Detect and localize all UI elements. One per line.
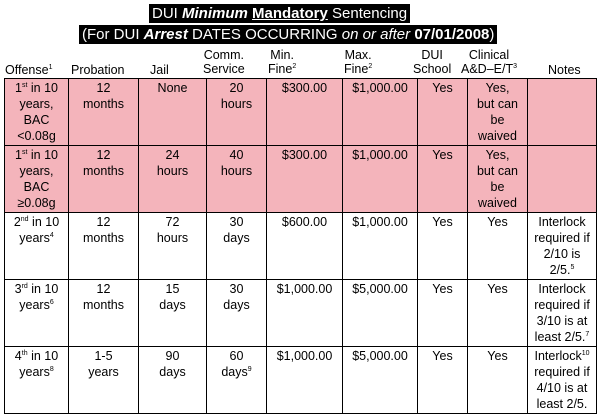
max-fine-cell: $1,000.00 [343, 79, 418, 146]
offense-cell: 2nd in 10 years$^4$ [5, 213, 69, 280]
max-fine-cell: $5,000.00 [343, 347, 418, 414]
jail-cell: 24 hours [139, 146, 207, 213]
header-notes: Notes [548, 63, 581, 77]
header-clinical: Clinical $A\&D-E/T^3$ [461, 48, 518, 76]
offense-cell: 4th in 10 years$^8$ [5, 347, 69, 414]
offense-cell: 1st in 10 years, BAC ≥0.08g [5, 146, 69, 213]
notes-cell: Interlock required if 3/10 is at least 2/5.$^7$ [528, 280, 597, 347]
min-fine-cell: $1,000.00 [267, 280, 343, 347]
jail-cell: 15 days [139, 280, 207, 347]
min-fine-cell: $1,000.00 [267, 347, 343, 414]
header-probation: Probation [71, 63, 125, 77]
probation-cell: 12 months [69, 213, 139, 280]
header-max-fine: Max. Fine$^2$ [344, 48, 373, 76]
header-jail: Jail [150, 63, 169, 77]
notes-cell [528, 146, 597, 213]
title-line-1: DUI Minimum Mandatory Sentencing [149, 4, 410, 23]
max-fine-cell: $5,000.00 [343, 280, 418, 347]
probation-cell: 12 months [69, 280, 139, 347]
table-row [5, 146, 597, 213]
header-comm-service: Comm. Service [203, 48, 245, 76]
min-fine-cell: $300.00 [267, 146, 343, 213]
probation-cell: 12 months [69, 79, 139, 146]
title-line-2: (For DUI Arrest DATES OCCURRING on or after 07/01/2008) [79, 25, 497, 44]
table-row [5, 79, 597, 146]
clinical-cell: Yes [468, 280, 528, 347]
probation-cell: 1-5 years [69, 347, 139, 414]
jail-cell: 72 hours [139, 213, 207, 280]
comm-service-cell: 30 days [207, 280, 267, 347]
header-offense: Offense$^1$ [5, 63, 53, 77]
dui-school-cell: Yes [418, 146, 468, 213]
clinical-cell: Yes, but can be waived [468, 146, 528, 213]
clinical-cell: Yes [468, 347, 528, 414]
offense-cell: 1st in 10 years, BAC <0.08g [5, 79, 69, 146]
offense-cell: 3rd in 10 years$^6$ [5, 280, 69, 347]
jail-cell: 90 days [139, 347, 207, 414]
table-row [5, 280, 597, 347]
notes-cell: Interlock required if 2/10 is 2/5.$^5$ [528, 213, 597, 280]
dui-school-cell: Yes [418, 79, 468, 146]
dui-school-cell: Yes [418, 213, 468, 280]
jail-cell: None [139, 79, 207, 146]
max-fine-cell: $1,000.00 [343, 213, 418, 280]
min-fine-cell: $600.00 [267, 213, 343, 280]
comm-service-cell: 40 hours [207, 146, 267, 213]
notes-cell [528, 79, 597, 146]
min-fine-cell: $300.00 [267, 79, 343, 146]
comm-service-cell: 30 days [207, 213, 267, 280]
comm-service-cell: 60 days$^9$ [207, 347, 267, 414]
clinical-cell: Yes [468, 213, 528, 280]
clinical-cell: Yes, but can be waived [468, 79, 528, 146]
comm-service-cell: 20 hours [207, 79, 267, 146]
dui-school-cell: Yes [418, 347, 468, 414]
table-row [5, 213, 597, 280]
max-fine-cell: $1,000.00 [343, 146, 418, 213]
notes-cell: Interlock$^{10}$ required if 4/10 is at least 2/5. [528, 347, 597, 414]
dui-school-cell: Yes [418, 280, 468, 347]
table-row [5, 347, 597, 414]
header-dui-school: DUI School [413, 48, 452, 76]
probation-cell: 12 months [69, 146, 139, 213]
sentencing-table [4, 78, 597, 414]
header-min-fine: Min. Fine$^2$ [268, 48, 297, 76]
